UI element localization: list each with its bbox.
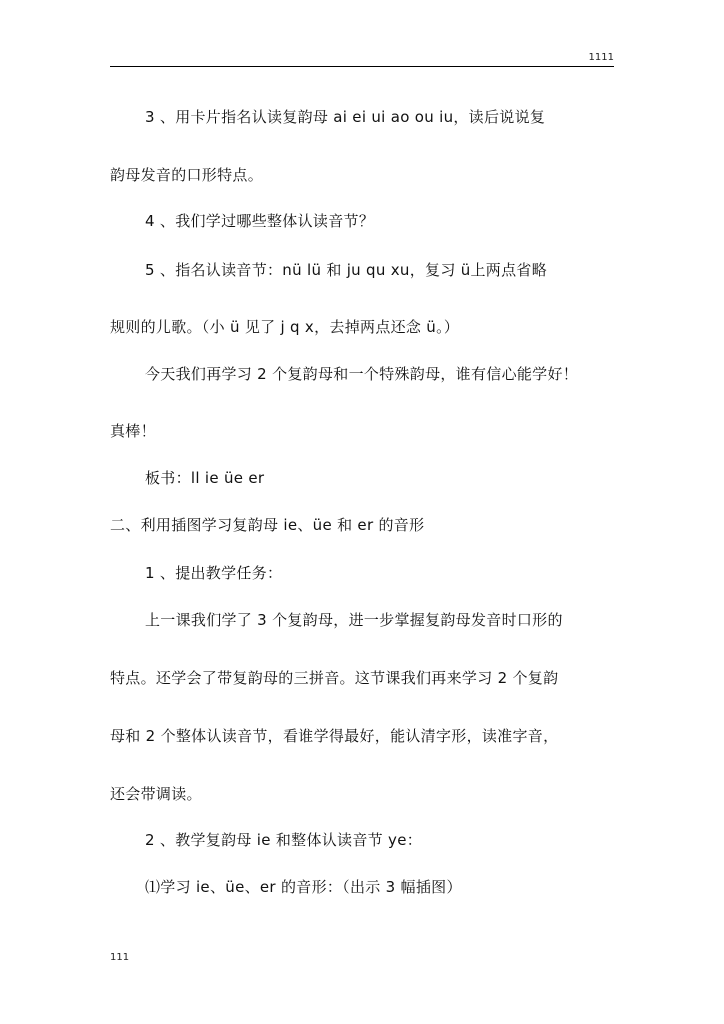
- paragraph-line: 还会带调读。: [110, 785, 202, 803]
- header-rule: [110, 66, 614, 67]
- section-heading: 二、利用插图学习复韵母 ie、üe 和 er 的音形: [110, 516, 425, 534]
- paragraph-line: 3 、用卡片指名认读复韵母 ai ei ui ao ou iu，读后说说复: [145, 108, 546, 126]
- paragraph-line: 板书：ll ie üe er: [145, 469, 265, 487]
- paragraph-line: 今天我们再学习 2 个复韵母和一个特殊韵母，谁有信心能学好！: [145, 365, 579, 383]
- paragraph-line: 韵母发音的口形特点。: [110, 166, 264, 184]
- page-header-number: 1111: [588, 52, 614, 63]
- page-footer-number: 111: [110, 952, 130, 963]
- paragraph-line: 上一课我们学了 3 个复韵母，进一步掌握复韵母发音时口形的: [145, 611, 563, 629]
- paragraph-line: 2 、教学复韵母 ie 和整体认读音节 ye：: [145, 831, 423, 849]
- paragraph-line: 规则的儿歌。（小 ü 见了 j q x，去掉两点还念 ü。）: [110, 318, 460, 336]
- paragraph-line: 5 、指名认读音节：nü lü 和 ju qu xu，复习 ü上两点省略: [145, 261, 548, 279]
- paragraph-line: 真棒！: [110, 422, 156, 440]
- paragraph-line: 4 、我们学过哪些整体认读音节？: [145, 212, 375, 230]
- paragraph-line: 1 、提出教学任务：: [145, 564, 283, 582]
- paragraph-line: ⑴学习 ie、üe、er 的音形：（出示 3 幅插图）: [145, 878, 462, 896]
- paragraph-line: 母和 2 个整体认读音节，看谁学得最好，能认清字形，读准字音，: [110, 727, 559, 745]
- paragraph-line: 特点。还学会了带复韵母的三拼音。这节课我们再来学习 2 个复韵: [110, 669, 559, 687]
